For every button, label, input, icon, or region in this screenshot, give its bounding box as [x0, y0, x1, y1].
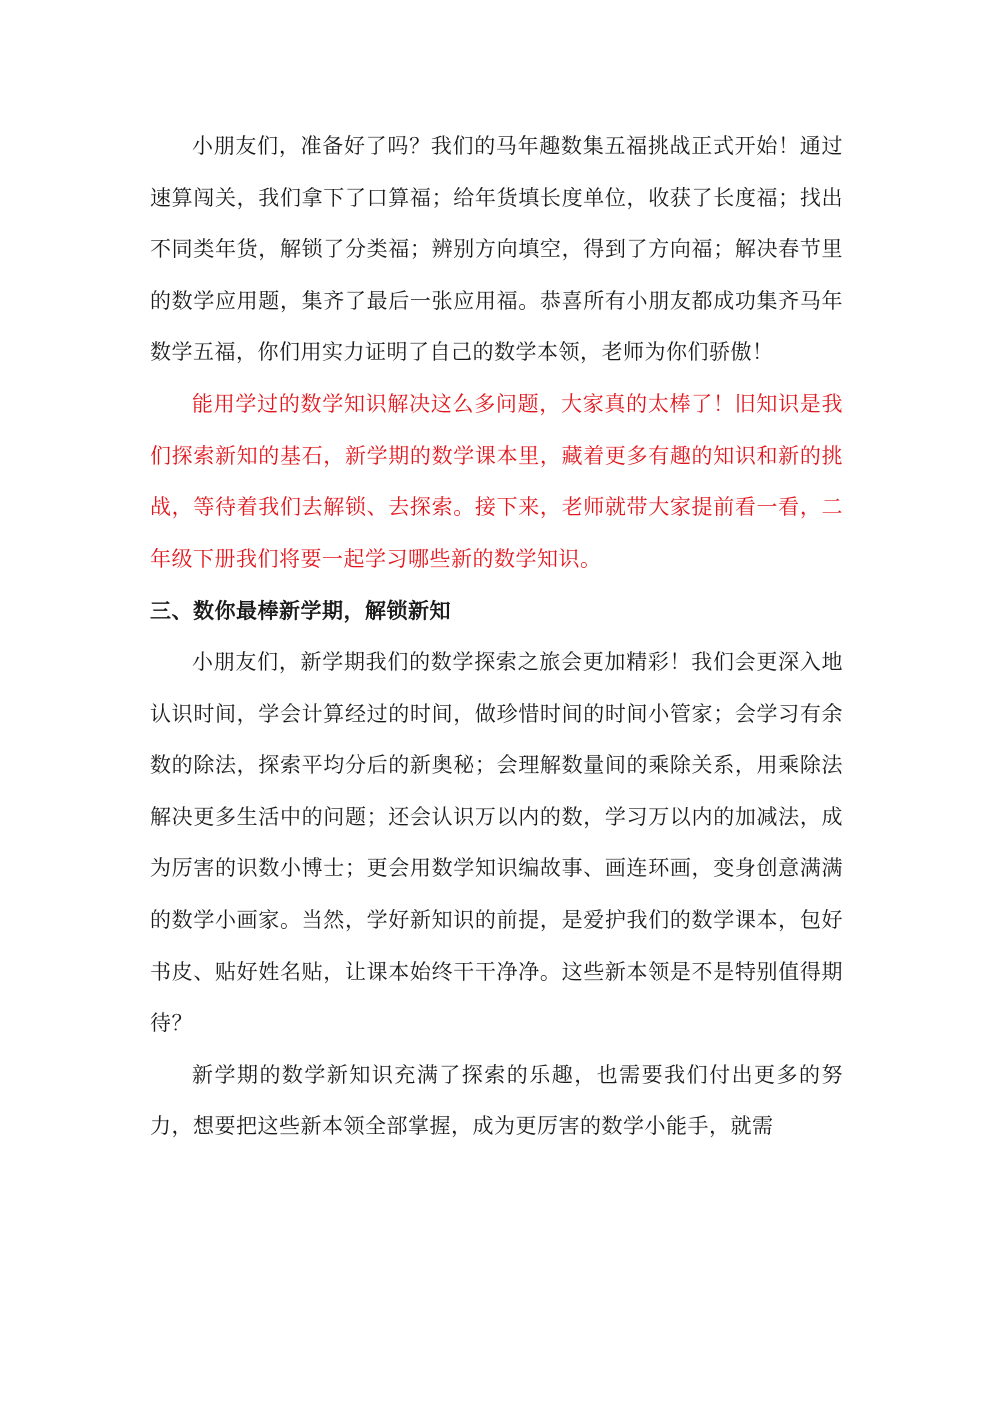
paragraph-effort-needed: 新学期的数学新知识充满了探索的乐趣，也需要我们付出更多的努力，想要把这些新本领全部掌握，成为更厉害的数学小能手，就需: [150, 1062, 843, 1139]
section-heading: 三、数你最棒新学期，解锁新知: [150, 598, 451, 624]
paragraph-new-knowledge-intro: 能用学过的数学知识解决这么多问题，大家真的太棒了！旧知识是我们探索新知的基石，新学期的数学课本里，藏着更多有趣的知识和新的挑战，等待着我们去解锁、去探索。接下来，老师就带大家提前看一看，二年级下册我们将要一起学习哪些新的数学知识。: [150, 391, 843, 571]
paragraph-new-semester-topics: 小朋友们，新学期我们的数学探索之旅会更加精彩！我们会更深入地认识时间，学会计算经过的时间，做珍惜时间的时间小管家；会学习有余数的除法，探索平均分后的新奥秘；会理解数量间的乘除关系，用乘除法解决更多生活中的问题；还会认识万以内的数，学习万以内的加减法，成为厉害的识数小博士；更会用数学知识编故事、画连环画，变身创意满满的数学小画家。当然，学好新知识的前提，是爱护我们的数学课本，包好书皮、贴好姓名贴，让课本始终干干净净。这些新本领是不是特别值得期待？: [150, 649, 843, 1036]
document-body: [150, 121, 843, 1153]
paragraph-five-blessings-summary: 小朋友们，准备好了吗？我们的马年趣数集五福挑战正式开始！通过速算闯关，我们拿下了口算福；给年货填长度单位，收获了长度福；找出不同类年货，解锁了分类福；辨别方向填空，得到了方向福；解决春节里的数学应用题，集齐了最后一张应用福。恭喜所有小朋友都成功集齐马年数学五福，你们用实力证明了自己的数学本领，老师为你们骄傲！: [150, 134, 843, 365]
